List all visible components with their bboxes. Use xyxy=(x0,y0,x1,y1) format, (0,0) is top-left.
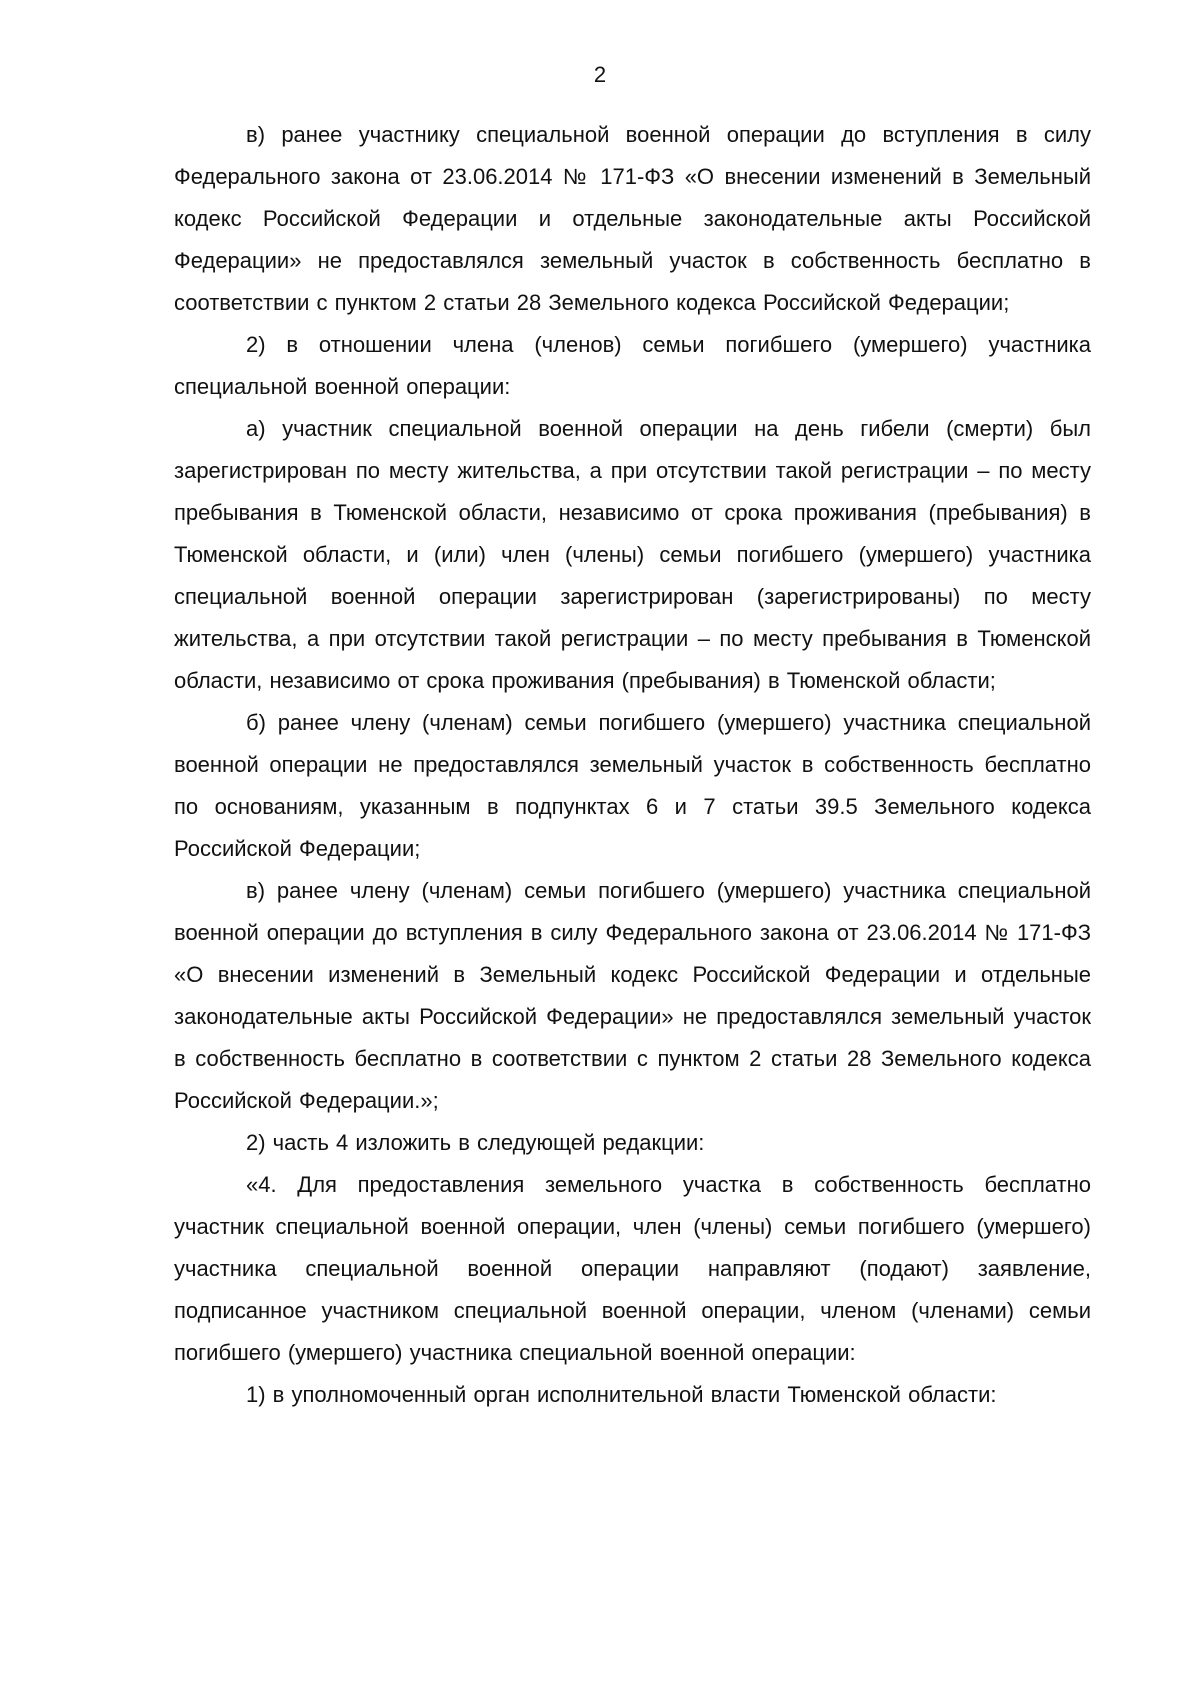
document-body xyxy=(174,114,1091,1416)
paragraph-2-family-members: 2) в отношении члена (членов) семьи погибшего (умершего) участника специальной военной операции: xyxy=(174,332,1091,399)
paragraph-1-authorized-body: 1) в уполномоченный орган исполнительной власти Тюменской области: xyxy=(246,1382,997,1407)
paragraph-a-registration: а) участник специальной военной операции на день гибели (смерти) был зарегистрирован по месту жительства, а при отсутствии такой регистрации – по месту пребывания в Тюменской области, независимо от срока проживания (пребывания) в Тюменской области, и (или) член (члены) семьи погибшего (умершего) участника специальной военной операции зарегистрирован (зарегистрированы) по месту жительства, а при отсутствии такой регистрации – по месту пребывания в Тюменской области, независимо от срока проживания (пребывания) в Тюменской области; xyxy=(174,416,1091,693)
paragraph-v-participant-no-prior-land: в) ранее участнику специальной военной операции до вступления в силу Федерального закона от 23.06.2014 № 171-ФЗ «О внесении изменений в Земельный кодекс Российской Федерации и отдельные законодательные акты Российской Федерации» не предоставлялся земельный участок в собственность бесплатно в соответствии с пунктом 2 статьи 28 Земельного кодекса Российской Федерации; xyxy=(174,122,1091,315)
paragraph-v-family-no-prior-land: в) ранее члену (членам) семьи погибшего (умершего) участника специальной военной операции до вступления в силу Федерального закона от 23.06.2014 № 171-ФЗ «О внесении изменений в Земельный кодекс Российской Федерации и отдельные законодательные акты Российской Федерации» не предоставлялся земельный участок в собственность бесплатно в соответствии с пунктом 2 статьи 28 Земельного кодекса Российской Федерации.»; xyxy=(174,878,1091,1113)
paragraph-2-part-4-amendment: 2) часть 4 изложить в следующей редакции: xyxy=(246,1130,705,1155)
paragraph-4-application: «4. Для предоставления земельного участка в собственность бесплатно участник специальной военной операции, член (члены) семьи погибшего (умершего) участника специальной военной операции направляют (подают) заявление, подписанное участником специальной военной операции, членом (членами) семьи погибшего (умершего) участника специальной военной операции: xyxy=(174,1172,1091,1365)
paragraph-b-family-no-prior-land: б) ранее члену (членам) семьи погибшего (умершего) участника специальной военной операции не предоставлялся земельный участок в собственность бесплатно по основаниям, указанным в подпунктах 6 и 7 статьи 39.5 Земельного кодекса Российской Федерации; xyxy=(174,710,1091,861)
page-number: 2 xyxy=(593,62,607,87)
